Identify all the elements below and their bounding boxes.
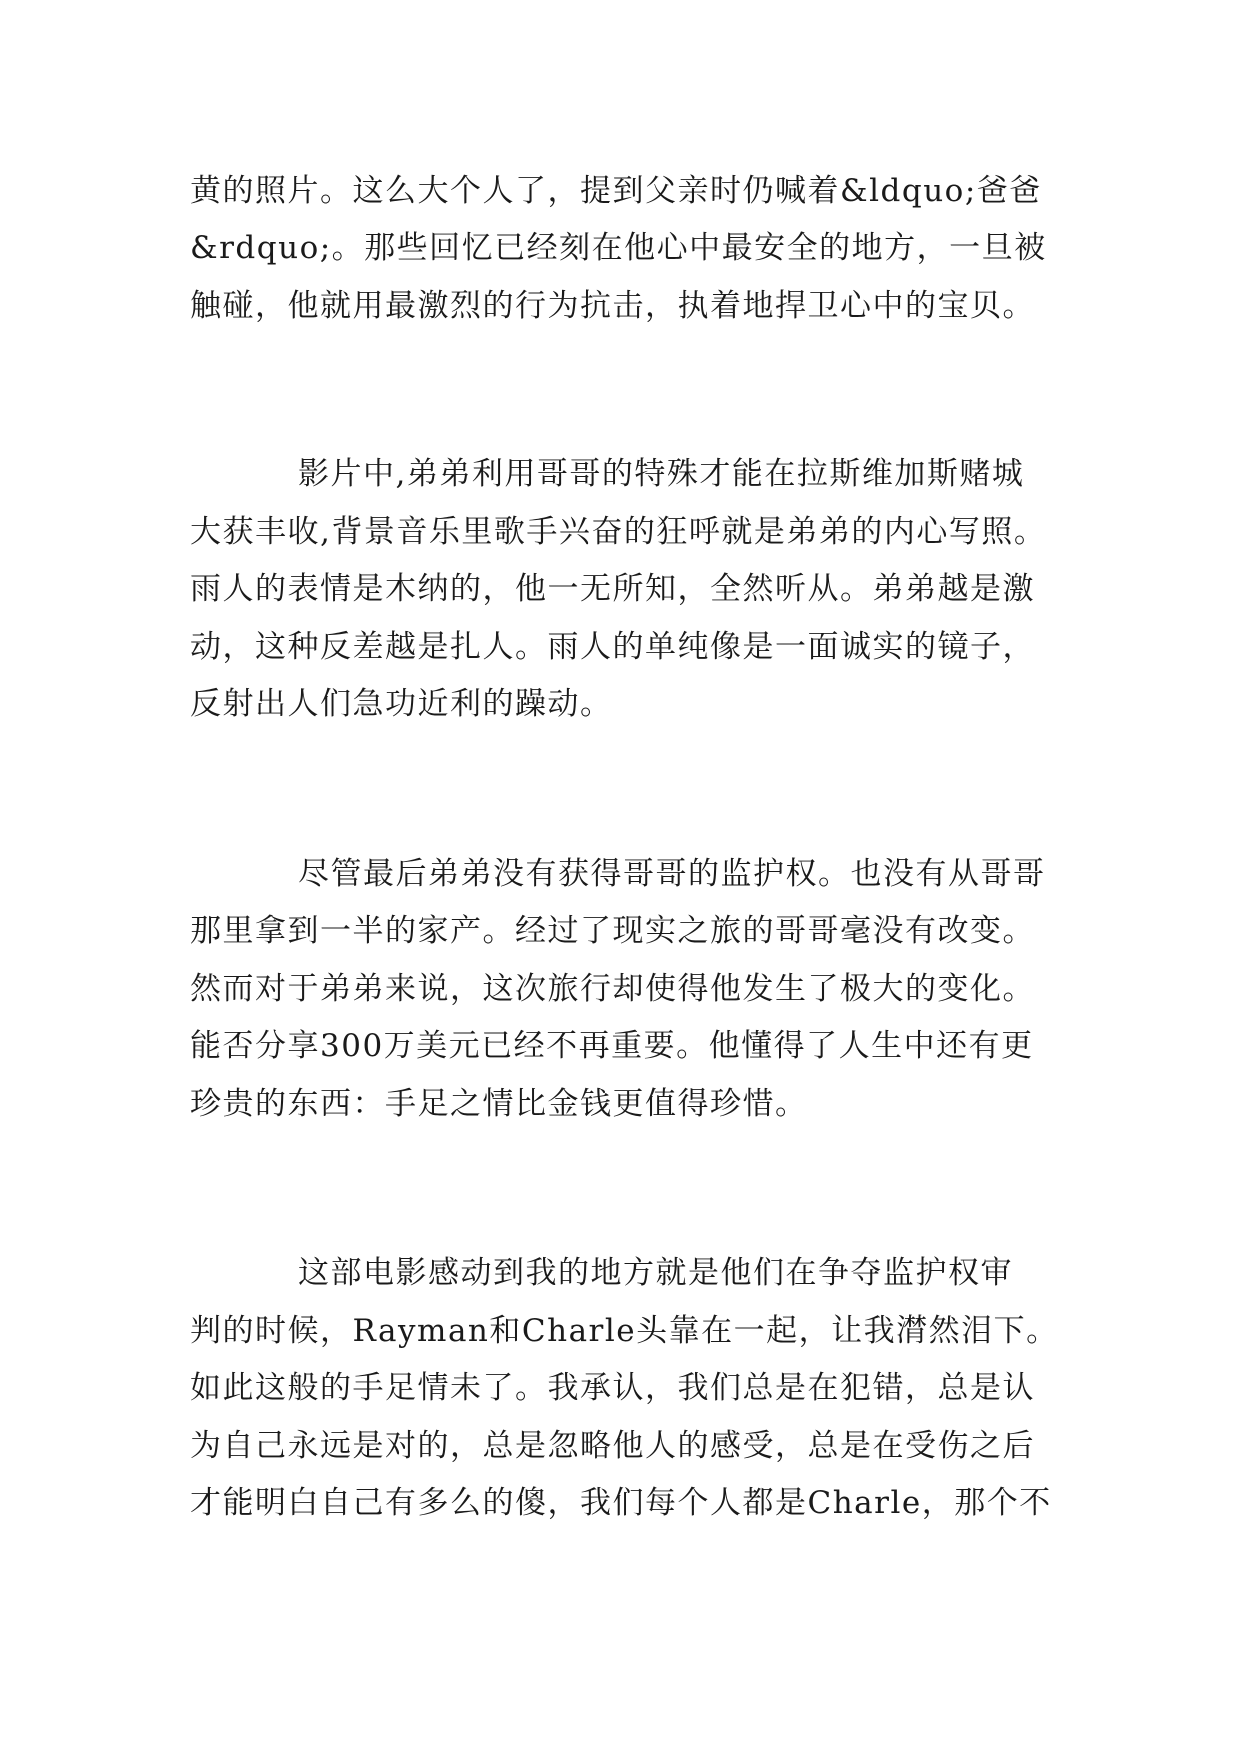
- text-line: 为自己永远是对的，总是忽略他人的感受，总是在受伤之后: [190, 1428, 1035, 1464]
- text-line: 那里拿到一半的家产。经过了现实之旅的哥哥毫没有改变。: [190, 913, 1035, 949]
- text-line: 触碰，他就用最激烈的行为抗击，执着地捍卫心中的宝贝。: [190, 288, 1035, 324]
- text-line: 这部电影感动到我的地方就是他们在争夺监护权审: [298, 1255, 1013, 1291]
- text-line: 黄的照片。这么大个人了，提到父亲时仍喊着&ldquo;爸爸: [190, 173, 1042, 209]
- text-line: 能否分享300万美元已经不再重要。他懂得了人生中还有更: [190, 1028, 1034, 1064]
- text-line: 珍贵的东西：手足之情比金钱更值得珍惜。: [190, 1086, 808, 1122]
- text-line: 才能明白自己有多么的傻，我们每个人都是Charle，那个不: [190, 1485, 1052, 1521]
- text-line: &rdquo;。那些回忆已经刻在他心中最安全的地方，一旦被: [190, 230, 1047, 266]
- text-line: 然而对于弟弟来说，这次旅行却使得他发生了极大的变化。: [190, 971, 1035, 1007]
- text-line: 雨人的表情是木纳的，他一无所知，全然听从。弟弟越是激: [190, 571, 1035, 607]
- text-line: 影片中,弟弟利用哥哥的特殊才能在拉斯维加斯赌城: [298, 456, 1025, 492]
- text-line: 如此这般的手足情未了。我承认，我们总是在犯错，总是认: [190, 1370, 1035, 1406]
- text-line: 大获丰收,背景音乐里歌手兴奋的狂呼就是弟弟的内心写照。: [190, 514, 1047, 550]
- text-line: 反射出人们急功近利的躁动。: [190, 686, 613, 722]
- text-line: 尽管最后弟弟没有获得哥哥的监护权。也没有从哥哥: [298, 856, 1046, 892]
- text-line: 判的时候，Rayman和Charle头靠在一起，让我潸然泪下。: [190, 1313, 1059, 1349]
- text-line: 动，这种反差越是扎人。雨人的单纯像是一面诚实的镜子，: [190, 629, 1035, 665]
